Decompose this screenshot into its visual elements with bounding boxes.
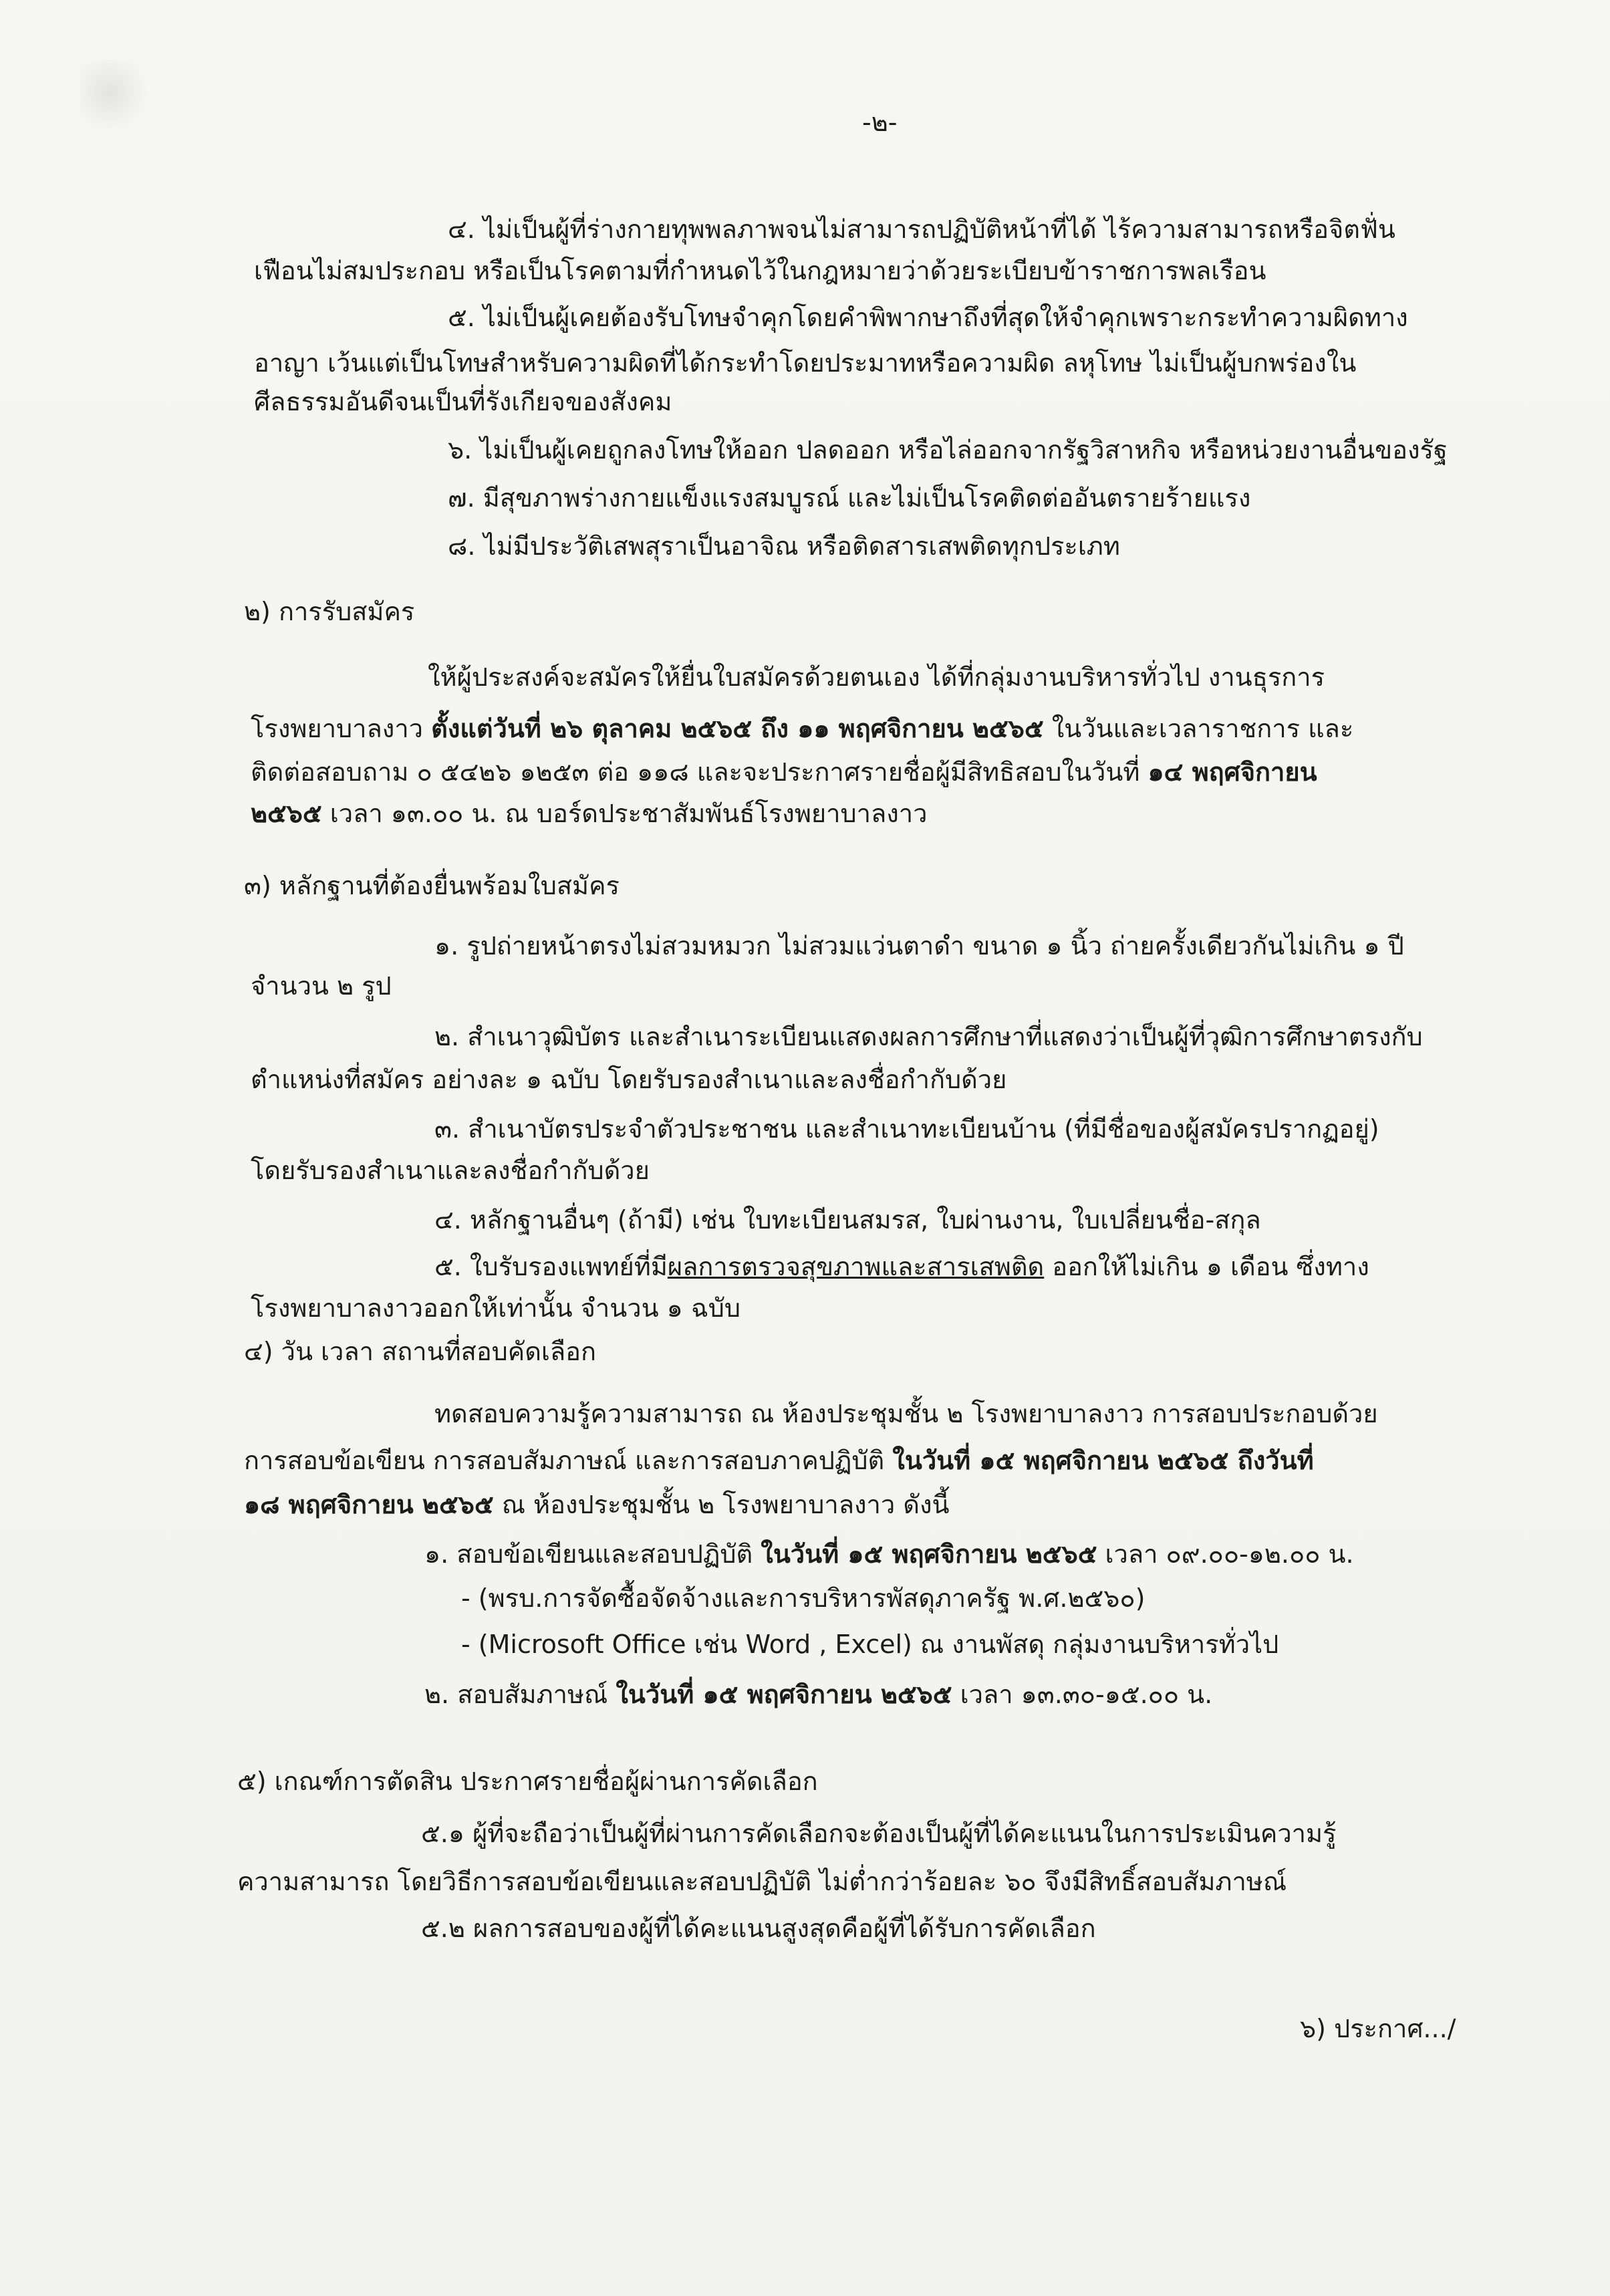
criteria-5-1-line-2: ความสามารถ โดยวิธีการสอบข้อเขียนและสอบปฏิบัติ ไม่ต่ำกว่าร้อยละ ๖๐ จึงมีสิทธิ์สอบสัมภาษณ์ (237, 1867, 1287, 1896)
exam-item-1-time: เวลา ๐๙.๐๐-๑๒.๐๐ น. (1097, 1539, 1354, 1569)
criteria-5-1-line-1: ๕.๑ ผู้ที่จะถือว่าเป็นผู้ที่ผ่านการคัดเลือกจะต้องเป็นผู้ที่ได้คะแนนในการประเมินความรู้ (421, 1819, 1337, 1848)
section-4-paragraph-line-1: ทดสอบความรู้ความสามารถ ณ ห้องประชุมชั้น ๒ โรงพยาบาลงาว การสอบประกอบด้วย (434, 1399, 1378, 1428)
section-2-text: ติดต่อสอบถาม ๐ ๕๔๒๖ ๑๒๕๓ ต่อ ๑๑๘ และจะประกาศรายชื่อผู้มีสิทธิสอบในวันที่ (251, 757, 1148, 787)
document-item-5-text: ออกให้ไม่เกิน ๑ เดือน ซึ่งทาง (1044, 1252, 1369, 1281)
document-item-5-line-1 (434, 1250, 1369, 1283)
section-4-text: การสอบข้อเขียน การสอบสัมภาษณ์ และการสอบภาคปฏิบัติ (244, 1446, 893, 1475)
qualification-item-7: ๗. มีสุขภาพร่างกายแข็งแรงสมบูรณ์ และไม่เป็นโรคติดต่ออันตรายร้ายแรง (448, 483, 1251, 513)
section-4-paragraph-line-2 (244, 1444, 1314, 1477)
exam-item-1-date: ในวันที่ ๑๕ พฤศจิกายน ๒๕๖๕ (761, 1539, 1097, 1569)
section-4-paragraph-line-3 (244, 1488, 950, 1521)
criteria-5-2: ๕.๒ ผลการสอบของผู้ที่ได้คะแนนสูงสุดคือผู้ที่ได้รับการคัดเลือก (421, 1914, 1096, 1943)
exam-item-1 (424, 1537, 1354, 1571)
document-item-5-text: ๕. ใบรับรองแพทย์ที่มี (434, 1252, 668, 1281)
exam-item-1-subject-1: - (พรบ.การจัดซื้อจัดจ้างและการบริหารพัสดุภาครัฐ พ.ศ.๒๕๖๐) (461, 1583, 1146, 1613)
document-item-1-line-2: จำนวน ๒ รูป (251, 971, 392, 1001)
section-2-paragraph-line-3 (251, 755, 1317, 789)
qualification-item-4-line-2: เฟือนไม่สมประกอบ หรือเป็นโรคตามที่กำหนดไว้ในกฎหมายว่าด้วยระเบียบข้าราชการพลเรือน (254, 256, 1266, 285)
qualification-item-5-line-2: อาญา เว้นแต่เป็นโทษสำหรับความผิดที่ได้กระทำโดยประมาทหรือความผิด ลหุโทษ ไม่เป็นผู้บกพร่องใน (254, 348, 1357, 378)
exam-item-1-text: ๑. สอบข้อเขียนและสอบปฏิบัติ (424, 1539, 761, 1569)
paper-smudge (80, 60, 154, 140)
exam-item-2 (424, 1678, 1212, 1711)
section-2-heading: ๒) การรับสมัคร (244, 597, 415, 626)
section-2-paragraph-line-2 (251, 712, 1353, 745)
announcement-year: ๒๕๖๕ (251, 799, 322, 828)
qualification-item-5-line-1: ๕. ไม่เป็นผู้เคยต้องรับโทษจำคุกโดยคำพิพากษาถึงที่สุดให้จำคุกเพราะกระทำความผิดทาง (448, 303, 1408, 332)
qualification-item-8: ๘. ไม่มีประวัติเสพสุราเป็นอาจิณ หรือติดสารเสพติดทุกประเภท (448, 531, 1120, 561)
section-4-heading: ๔) วัน เวลา สถานที่สอบคัดเลือก (244, 1337, 596, 1366)
section-5-heading: ๕) เกณฑ์การตัดสิน ประกาศรายชื่อผู้ผ่านการคัดเลือก (237, 1767, 818, 1796)
document-item-3-line-2: โดยรับรองสำเนาและลงชื่อกำกับด้วย (251, 1156, 650, 1185)
exam-period-end: ๑๘ พฤศจิกายน ๒๕๖๕ (244, 1490, 494, 1519)
document-item-2-line-2: ตำแหน่งที่สมัคร อย่างละ ๑ ฉบับ โดยรับรองสำเนาและลงชื่อกำกับด้วย (251, 1065, 1007, 1094)
document-item-1-line-1: ๑. รูปถ่ายหน้าตรงไม่สวมหมวก ไม่สวมแว่นตาดำ ขนาด ๑ นิ้ว ถ่ายครั้งเดียวกันไม่เกิน ๑ ปี (434, 931, 1404, 961)
section-4-text: ณ ห้องประชุมชั้น ๒ โรงพยาบาลงาว ดังนี้ (493, 1490, 950, 1519)
document-item-4: ๔. หลักฐานอื่นๆ (ถ้ามี) เช่น ใบทะเบียนสมรส, ใบผ่านงาน, ใบเปลี่ยนชื่อ-สกุล (434, 1205, 1261, 1235)
exam-item-2-text: ๒. สอบสัมภาษณ์ (424, 1680, 616, 1709)
exam-item-2-date: ในวันที่ ๑๕ พฤศจิกายน ๒๕๖๕ (616, 1680, 952, 1709)
continuation-marker: ๖) ประกาศ.../ (1300, 2014, 1456, 2043)
qualification-item-4-line-1: ๔. ไม่เป็นผู้ที่ร่างกายทุพพลภาพจนไม่สามารถปฏิบัติหน้าที่ได้ ไร้ความสามารถหรือจิตฟั่น (448, 215, 1395, 244)
document-item-3-line-1: ๓. สำเนาบัตรประจำตัวประชาชน และสำเนาทะเบียนบ้าน (ที่มีชื่อของผู้สมัครปรากฏอยู่) (434, 1114, 1379, 1144)
section-2-text: เวลา ๑๓.๐๐ น. ณ บอร์ดประชาสัมพันธ์โรงพยาบาลงาว (321, 799, 928, 828)
document-item-2-line-1: ๒. สำเนาวุฒิบัตร และสำเนาระเบียนแสดงผลการศึกษาที่แสดงว่าเป็นผู้ที่วุฒิการศึกษาตรงกับ (434, 1022, 1423, 1051)
section-2-paragraph-line-1: ให้ผู้ประสงค์จะสมัครให้ยื่นใบสมัครด้วยตนเอง ได้ที่กลุ่มงานบริหารทั่วไป งานธุรการ (428, 662, 1325, 692)
section-2-text: ในวันและเวลาราชการ และ (1043, 714, 1354, 743)
exam-item-1-subject-2: - (Microsoft Office เช่น Word , Excel) ณ งานพัสดุ กลุ่มงานบริหารทั่วไป (461, 1630, 1279, 1659)
application-period: ตั้งแต่วันที่ ๒๖ ตุลาคม ๒๕๖๕ ถึง ๑๑ พฤศจิกายน ๒๕๖๕ (431, 714, 1044, 743)
section-2-paragraph-line-4 (251, 797, 928, 830)
document-item-5-line-2: โรงพยาบาลงาวออกให้เท่านั้น จำนวน ๑ ฉบับ (251, 1293, 741, 1323)
qualification-item-5-line-3: ศีลธรรมอันดีจนเป็นที่รังเกียจของสังคม (254, 387, 672, 416)
exam-period-start: ในวันที่ ๑๕ พฤศจิกายน ๒๕๖๕ ถึงวันที่ (892, 1446, 1314, 1475)
exam-item-2-time: เวลา ๑๓.๓๐-๑๕.๐๐ น. (952, 1680, 1213, 1709)
section-3-heading: ๓) หลักฐานที่ต้องยื่นพร้อมใบสมัคร (244, 871, 620, 900)
page-number: -๒- (862, 108, 898, 137)
medical-check-requirement: ผลการตรวจสุขภาพและสารเสพติด (667, 1252, 1045, 1281)
announcement-date: ๑๔ พฤศจิกายน (1148, 757, 1317, 787)
section-2-text: โรงพยาบาลงาว (251, 714, 432, 743)
qualification-item-6: ๖. ไม่เป็นผู้เคยถูกลงโทษให้ออก ปลดออก หรือไล่ออกจากรัฐวิสาหกิจ หรือหน่วยงานอื่นของรัฐ (448, 435, 1448, 465)
